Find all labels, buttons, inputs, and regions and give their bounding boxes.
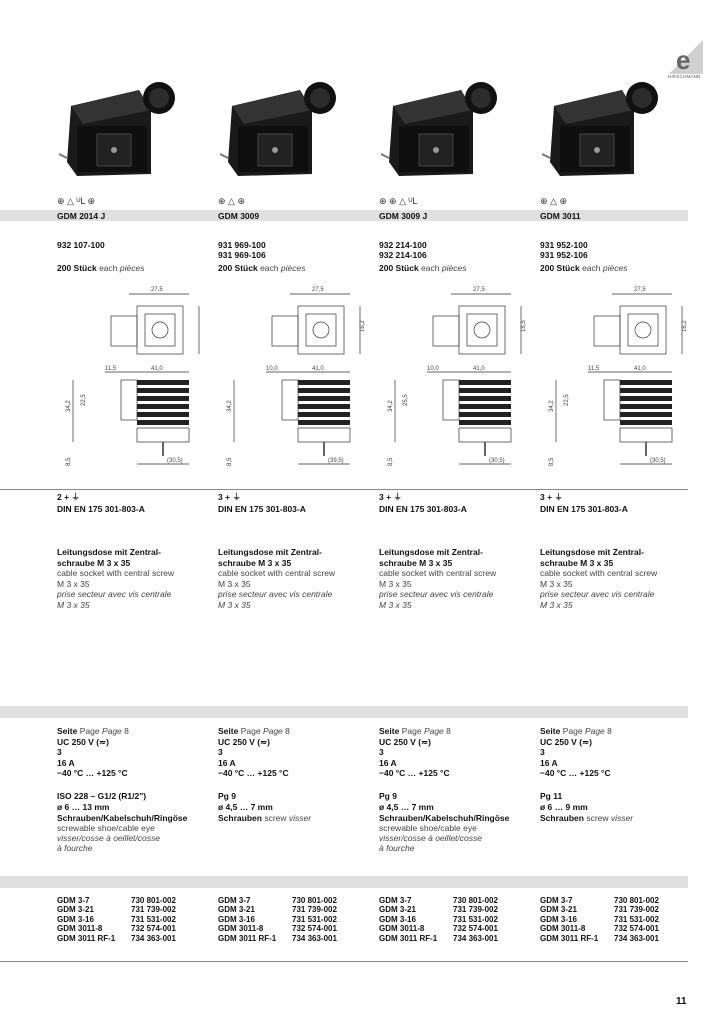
accessory-code: 731 739-002 [453,905,498,915]
contacts: 3 + ⏚ [379,492,402,502]
quantity-fr: pièces [280,263,306,273]
accessory-row [57,934,212,943]
quantity-de: 200 Stück [57,263,97,273]
cable-entry: ISO 228 – G1/2 (R1/2") [57,791,147,801]
contacts: 3 + ⏚ [540,492,563,502]
quantity-fr: pièces [441,263,467,273]
description-en: M 3 x 35 [57,578,90,589]
accessory-code: 734 363-001 [292,933,337,943]
poles: 3 [218,747,223,757]
page-ref-number: 8 [607,726,612,736]
voltage: UC 250 V (≂) [57,737,109,747]
dim-pin-h: 8,5 [227,457,233,466]
dim-top-width: 27,5 [473,287,485,293]
quantity-fr: pièces [119,263,145,273]
quantity-line [57,263,144,273]
description-de: schraube M 3 x 35 [57,557,131,568]
approval-marks: ⊕ △ ⊕ [218,196,246,206]
description-de: Leitungsdose mit Zentral- [57,547,161,557]
page-label-fr: Page [101,726,122,736]
accessory-code: 730 801-002 [131,896,176,905]
page-reference [57,726,129,736]
description-fr: prise secteur avec vis centrale [540,589,655,599]
order-number: 931 969-106 [218,250,266,260]
brand-logo [669,40,703,74]
accessory-row [57,905,212,914]
order-number: 932 214-100 [379,240,427,250]
voltage: UC 250 V (≂) [379,737,431,747]
quantity-de: 200 Stück [540,263,580,273]
description-en: M 3 x 35 [218,578,251,589]
poles: 3 [540,747,545,757]
description-en: cable socket with central screw [218,568,336,578]
dim-side-h1: 34,2 [549,400,555,412]
description-de: Leitungsdose mit Zentral- [379,547,483,557]
dim-side-h2: 25,5 [403,394,409,406]
accessory-row [540,924,695,933]
accessory-code: 731 531-002 [292,914,337,924]
terminal-type [57,813,207,853]
terminal-de: Schrauben [540,813,584,823]
page-ref-number: 8 [285,726,290,736]
accessory-name: GDM 3-21 [379,905,416,915]
current: 16 A [540,758,558,768]
accessory-row [57,924,212,933]
dim-side-h1: 34,2 [388,400,394,412]
order-number: 931 952-100 [540,240,588,250]
cable-entry: Pg 11 [540,791,563,801]
specs-header-bar [0,706,688,718]
page-label-fr: Page [262,726,283,736]
dim-side-w: 10,0 [266,366,278,372]
dim-side-h2: 22,5 [81,394,87,406]
accessory-name: GDM 3-21 [540,905,577,915]
approval-marks: ⊕ △ ⊕ [540,196,568,206]
accessory-name: GDM 3-16 [57,914,94,924]
accessory-row [379,896,534,905]
accessories-header-bar [0,876,688,888]
logo-text: HIRSCHMANN [668,74,701,79]
description-en: M 3 x 35 [540,578,573,589]
dim-side-len: 41,0 [634,366,646,372]
dim-base: (30,5) [489,458,505,464]
page-label-fr: Page [584,726,605,736]
description-fr: M 3 x 35 [540,599,573,610]
dim-top-side: 18,5 [521,320,527,332]
accessory-name: GDM 3-21 [57,905,94,915]
page-ref-number: 8 [124,726,129,736]
page-ref-number: 8 [446,726,451,736]
dimension-drawing [542,280,692,470]
quantity-en: each [582,263,601,273]
page-reference [218,726,290,736]
contacts: 2 + ⏚ [57,492,80,502]
description-fr: M 3 x 35 [218,599,251,610]
description-fr: M 3 x 35 [379,599,412,610]
contacts: 3 + ⏚ [218,492,241,502]
current: 16 A [379,758,397,768]
terminal-en: screw [586,813,609,823]
description-de: schraube M 3 x 35 [540,557,614,568]
cable-diameter: ø 4,5 … 7 mm [218,802,273,812]
accessory-row [379,924,534,933]
dim-side-h1: 34,2 [227,400,233,412]
model-name: GDM 3009 J [379,211,428,221]
accessory-code: 730 801-002 [614,896,659,905]
accessory-row [218,915,373,924]
accessory-name: GDM 3011 RF-1 [57,933,116,943]
accessory-code: 731 531-002 [614,914,659,924]
order-number: 931 969-100 [218,240,266,250]
dim-base: (39,5) [328,458,344,464]
dim-side-h1: 34,2 [66,400,72,412]
accessory-name: GDM 3-21 [218,905,255,915]
terminal-en: screw [264,813,287,823]
poles: 3 [379,747,384,757]
accessory-name: GDM 3011-8 [218,924,264,934]
description-en: cable socket with central screw [540,568,658,578]
approval-marks: ⊕ △ ᵁL ⊕ [57,196,96,206]
accessory-row [218,896,373,905]
accessory-name: GDM 3-7 [218,896,251,905]
quantity-fr: pièces [602,263,628,273]
accessory-code: 731 531-002 [131,914,176,924]
quantity-en: each [421,263,440,273]
order-number: 932 107-100 [57,240,105,250]
description-fr: prise secteur avec vis centrale [57,589,172,599]
dim-side-w: 10,0 [427,366,439,372]
terminal-type [540,813,690,823]
terminal-de: Schrauben [218,813,262,823]
accessory-row [379,934,534,943]
logo-letter: e [676,45,691,74]
cable-diameter: ø 4,5 … 7 mm [379,802,434,812]
accessory-row [218,934,373,943]
page-label-en: Page [79,726,100,736]
product-photo [220,66,338,176]
accessory-code: 734 363-001 [614,933,659,943]
order-number: 932 214-106 [379,250,427,260]
poles: 3 [57,747,62,757]
page-label-en: Page [240,726,261,736]
dim-top-side: 16,2 [360,320,366,332]
dim-top-width: 27,5 [151,287,163,293]
accessory-name: GDM 3-16 [218,914,255,924]
standard: DIN EN 175 301-803-A [379,504,467,514]
dim-top-width: 27,5 [634,287,646,293]
terminal-type [379,813,529,853]
description-de: schraube M 3 x 35 [218,557,292,568]
order-number: 931 952-106 [540,250,588,260]
accessory-code: 734 363-001 [131,933,176,943]
cable-entry: Pg 9 [379,791,397,801]
page-reference [379,726,451,736]
dim-top-width: 27,5 [312,287,324,293]
description-de: schraube M 3 x 35 [379,557,453,568]
accessory-row [379,905,534,914]
cable-diameter: ø 6 … 9 mm [540,802,588,812]
product-photo [381,66,499,176]
model-name: GDM 3009 [218,211,260,221]
accessory-code: 732 574-001 [292,924,337,934]
dimension-drawing [59,280,209,470]
accessory-name: GDM 3011-8 [379,924,425,934]
terminal-type [218,813,368,823]
dim-side-len: 41,0 [312,366,324,372]
quantity-de: 200 Stück [218,263,258,273]
voltage: UC 250 V (≂) [218,737,270,747]
dimension-drawing [381,280,531,470]
standard: DIN EN 175 301-803-A [540,504,628,514]
product-photo [59,66,177,176]
temperature-range: −40 °C … +125 °C [379,768,450,778]
current: 16 A [57,758,75,768]
dim-side-w: 11,5 [588,366,600,372]
dim-top-side: 16,2 [682,320,688,332]
temperature-range: −40 °C … +125 °C [57,768,128,778]
temperature-range: −40 °C … +125 °C [540,768,611,778]
dim-side-w: 11,5 [105,366,117,372]
model-name: GDM 2014 J [57,211,106,221]
page-label-en: Page [401,726,422,736]
model-name: GDM 3011 [540,211,581,221]
page-reference [540,726,612,736]
terminal-fr: visser/cosse à oeillet/cosse à fourche [57,833,160,853]
terminal-en: screwable shoe/cable eye [379,823,477,833]
accessory-code: 730 801-002 [292,896,337,905]
accessory-code: 731 739-002 [131,905,176,915]
quantity-en: each [260,263,279,273]
quantity-line [540,263,627,273]
dim-side-len: 41,0 [473,366,485,372]
terminal-en: screwable shoe/cable eye [57,823,155,833]
accessory-name: GDM 3011 RF-1 [218,933,277,943]
page-label-fr: Page [423,726,444,736]
quantity-line [379,263,466,273]
page-number: 11 [676,996,687,1007]
hirschmann-logo-icon [669,40,703,74]
accessory-row [57,896,212,905]
section-divider [0,489,688,490]
dimension-drawing [220,280,370,470]
dim-side-len: 41,0 [151,366,163,372]
accessory-name: GDM 3-7 [57,896,90,905]
description-fr: prise secteur avec vis centrale [218,589,333,599]
voltage: UC 250 V (≂) [540,737,592,747]
terminal-de: Schrauben/Kabelschuh/Ringöse [379,813,510,823]
accessory-name: GDM 3-16 [540,914,577,924]
dim-base: (30,5) [650,458,666,464]
accessory-row [540,915,695,924]
accessory-name: GDM 3011-8 [57,924,103,934]
accessory-code: 734 363-001 [453,933,498,943]
description-en: cable socket with central screw [57,568,175,578]
description-fr: prise secteur avec vis centrale [379,589,494,599]
bottom-divider [0,961,688,962]
approval-marks: ⊕ ⊕ △ ᵁL [379,196,418,206]
accessory-code: 732 574-001 [131,924,176,934]
accessory-name: GDM 3-7 [379,896,412,905]
accessory-code: 730 801-002 [453,896,498,905]
accessory-row [218,924,373,933]
page-label-de: Seite [540,726,561,736]
current: 16 A [218,758,236,768]
accessory-row [540,905,695,914]
page-label-de: Seite [57,726,78,736]
description-en: cable socket with central screw [379,568,497,578]
temperature-range: −40 °C … +125 °C [218,768,289,778]
dim-side-h2: 22,5 [564,394,570,406]
quantity-line [218,263,305,273]
terminal-fr: visser/cosse à oeillet/cosse à fourche [379,833,482,853]
accessory-name: GDM 3011 RF-1 [379,933,438,943]
accessory-name: GDM 3-7 [540,896,573,905]
terminal-de: Schrauben/Kabelschuh/Ringöse [57,813,188,823]
accessory-code: 732 574-001 [614,924,659,934]
page-label-de: Seite [218,726,239,736]
dim-pin-h: 8,5 [388,457,394,466]
cable-entry: Pg 9 [218,791,236,801]
accessory-code: 731 531-002 [453,914,498,924]
accessory-name: GDM 3011 RF-1 [540,933,599,943]
accessory-row [540,934,695,943]
cable-diameter: ø 6 … 13 mm [57,802,110,812]
description-de: Leitungsdose mit Zentral- [218,547,322,557]
standard: DIN EN 175 301-803-A [57,504,145,514]
accessory-row [379,915,534,924]
dim-base: (30,5) [167,458,183,464]
terminal-fr: visser [610,813,634,823]
page-label-de: Seite [379,726,400,736]
standard: DIN EN 175 301-803-A [218,504,306,514]
quantity-en: each [99,263,118,273]
accessory-row [218,905,373,914]
accessory-row [540,896,695,905]
description-en: M 3 x 35 [379,578,412,589]
dim-pin-h: 8,5 [66,457,72,466]
accessory-name: GDM 3-16 [379,914,416,924]
accessory-code: 731 739-002 [614,905,659,915]
accessory-row [57,915,212,924]
accessory-code: 732 574-001 [453,924,498,934]
terminal-fr: visser [288,813,312,823]
page-label-en: Page [562,726,583,736]
dim-pin-h: 8,5 [549,457,555,466]
quantity-de: 200 Stück [379,263,419,273]
accessory-name: GDM 3011-8 [540,924,586,934]
description-fr: M 3 x 35 [57,599,90,610]
accessory-code: 731 739-002 [292,905,337,915]
description-de: Leitungsdose mit Zentral- [540,547,644,557]
product-photo [542,66,660,176]
